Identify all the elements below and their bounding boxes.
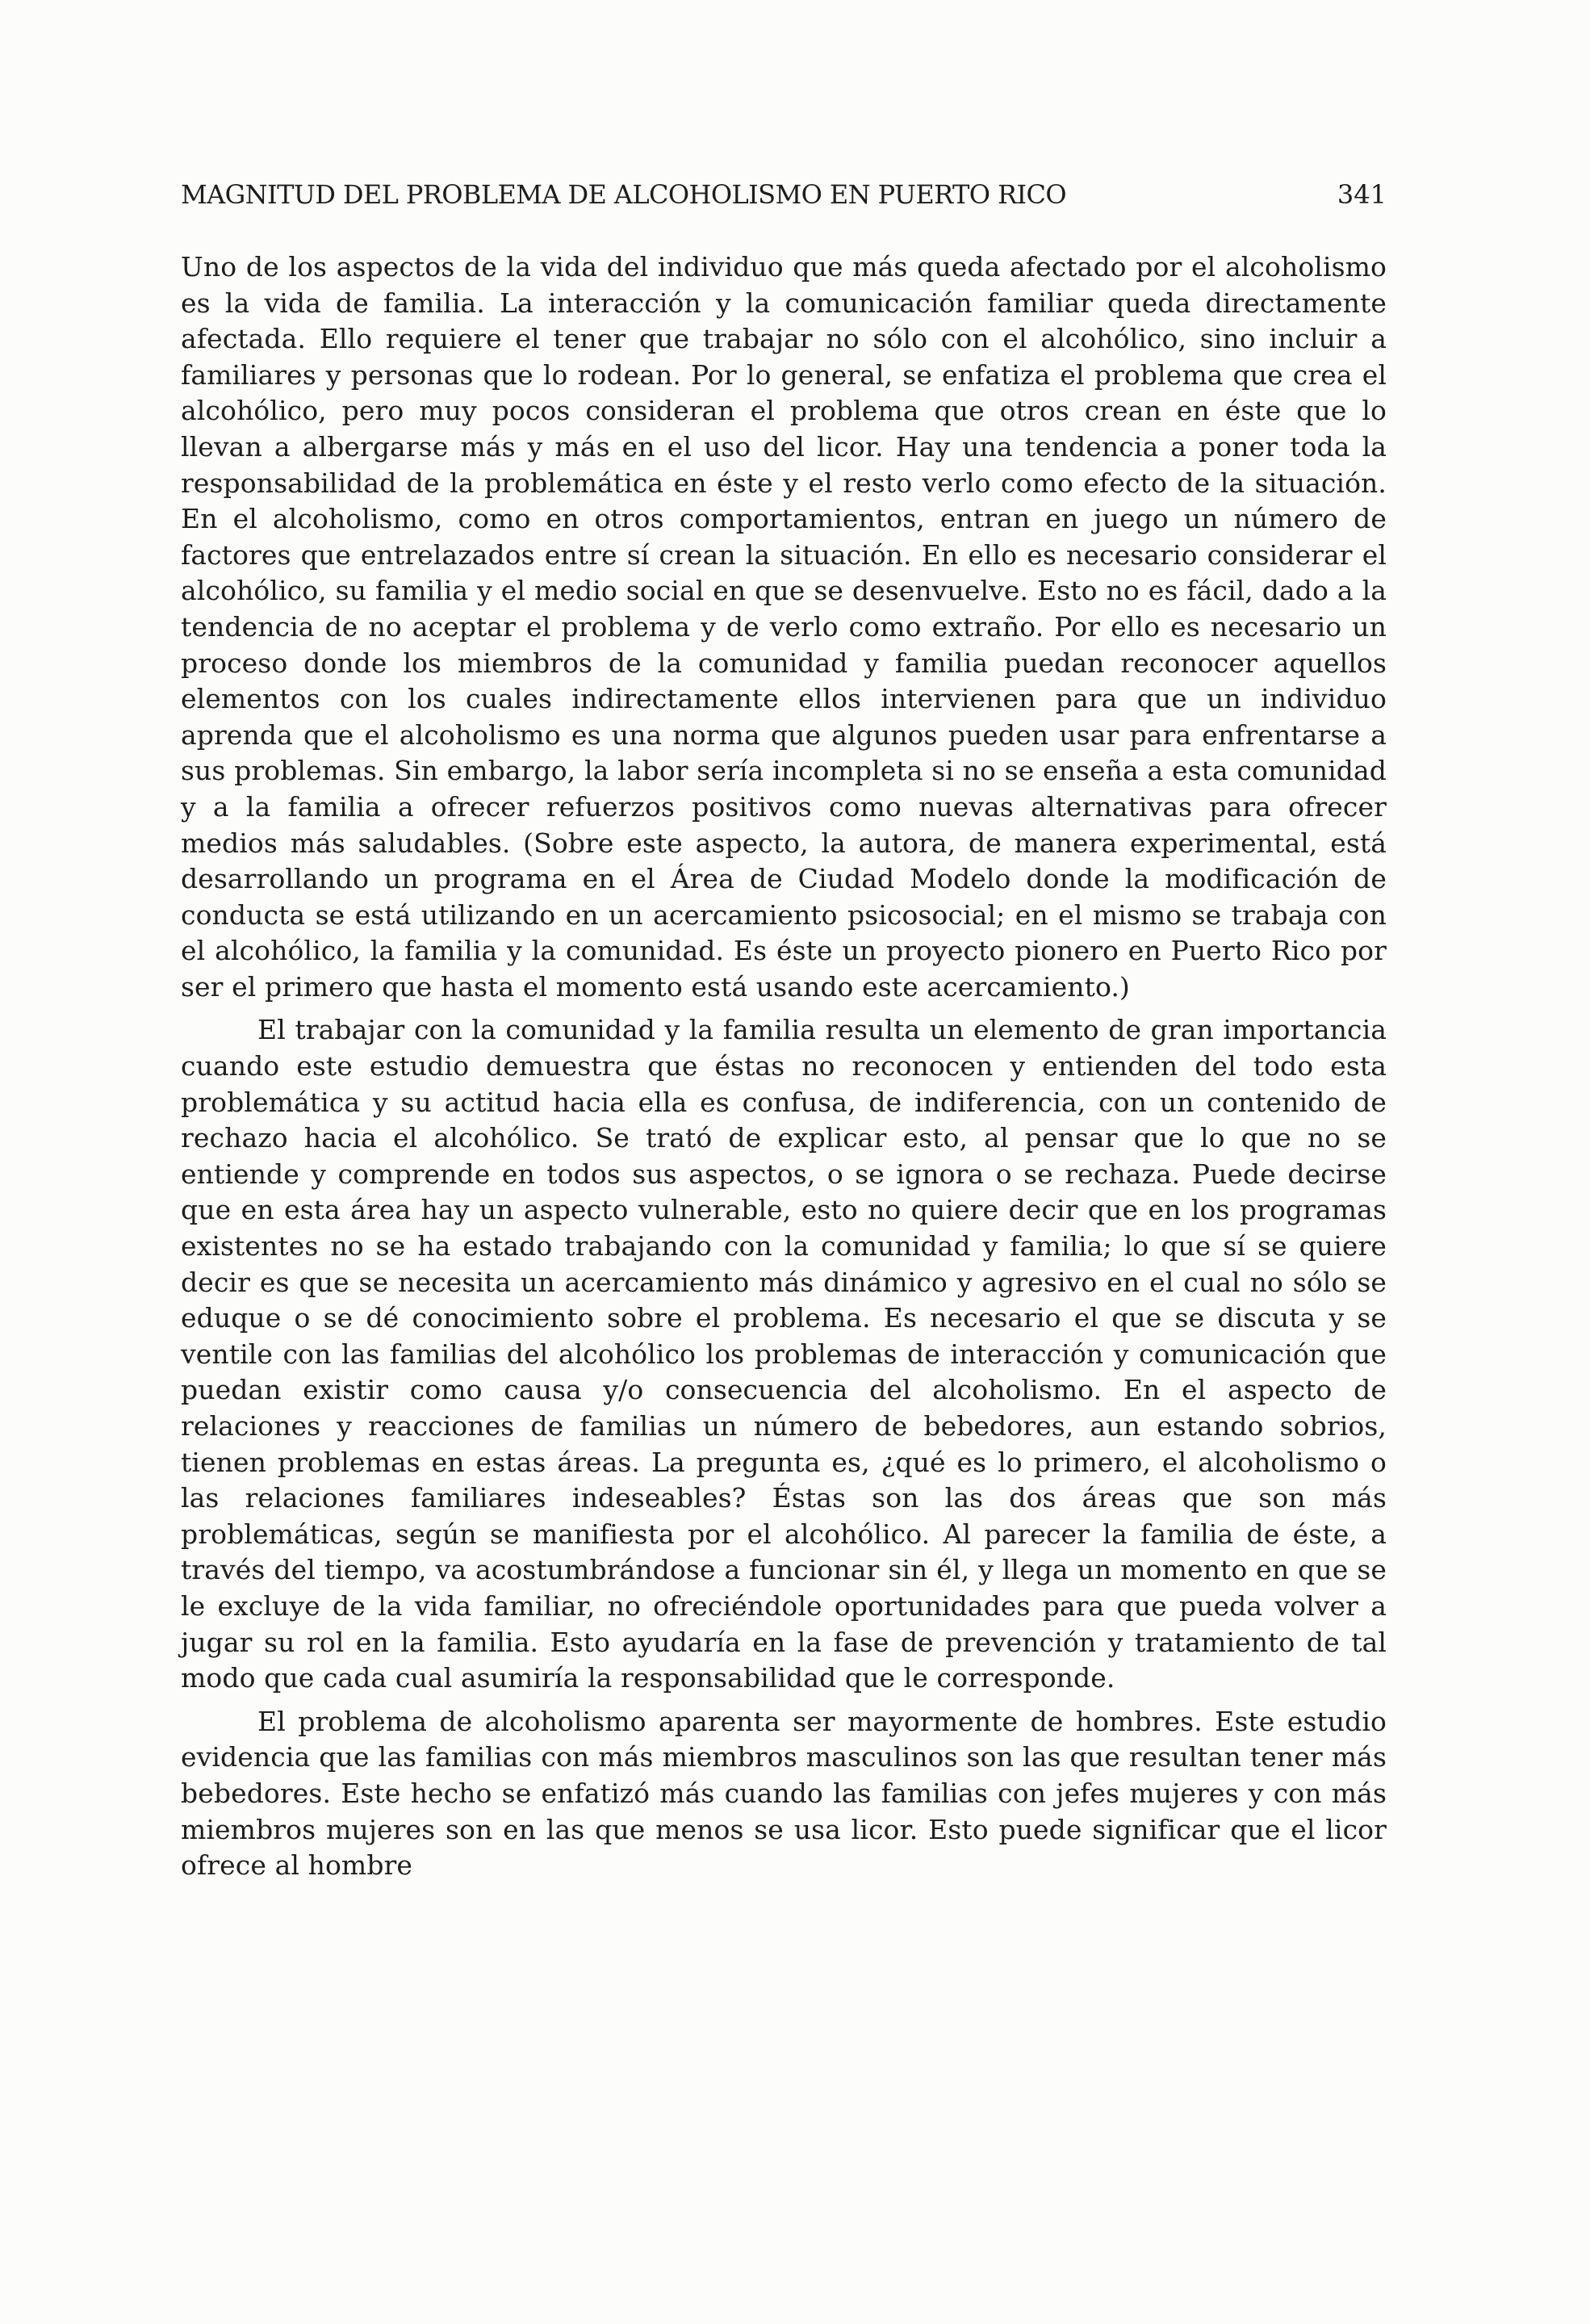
body-text xyxy=(181,249,1387,1884)
paragraph: El problema de alcoholismo aparenta ser mayormente de hombres. Este estudio evidencia que las familias con más miembros masculinos son las que resultan tener más bebedores. Este hecho se enfatizó más cuando las familias con jefes mujeres y con más miembros mujeres son en las que menos se usa licor. Esto puede significar que el licor ofrece al hombre xyxy=(181,1705,1387,1882)
paragraph: El trabajar con la comunidad y la familia resulta un elemento de gran importancia cuando este estudio demuestra que éstas no reconocen y entienden del todo esta problemática y su actitud hacia ella es confusa, de indiferencia, con un contenido de rechazo hacia el alcohólico. Se trató de explicar esto, al pensar que lo que no se entiende y comprende en todos sus aspectos, o se ignora o se rechaza. Puede decirse que en esta área hay un aspecto vulnerable, esto no quiere decir que en los programas existentes no se ha estado trabajando con la comunidad y familia; lo que sí se quiere decir es que se necesita un acercamiento más dinámico y agresivo en el cual no sólo se eduque o se dé conocimiento sobre el problema. Es necesario el que se discuta y se ventile con las familias del alcohólico los problemas de interacción y comunicación que puedan existir como causa y/o consecuencia del alcoholismo. En el aspecto de relaciones y reacciones de familias un número de bebedores, aun estando sobrios, tienen problemas en estas áreas. La pregunta es, ¿qué es lo primero, el alcoholismo o las relaciones familiares indeseables? Éstas son las dos áreas que son más problemáticas, según se manifiesta por el alcohólico. Al parecer la familia de éste, a través del tiempo, va acostumbrándose a funcionar sin él, y llega un momento en que se le excluye de la vida familiar, no ofreciéndole oportunidades para que pueda volver a jugar su rol en la familia. Esto ayudaría en la fase de prevención y tratamiento de tal modo que cada cual asumiría la responsabilidad que le corresponde. xyxy=(181,1014,1387,1694)
page-header xyxy=(181,179,1387,221)
paragraph: Uno de los aspectos de la vida del individuo que más queda afectado por el alcoholismo es la vida de familia. La interacción y la comunicación familiar queda directamente afectada. Ello requiere el tener que trabajar no sólo con el alcohólico, sino incluir a familiares y personas que lo rodean. Por lo general, se enfatiza el problema que crea el alcohólico, pero muy pocos consideran el problema que otros crean en éste que lo llevan a albergarse más y más en el uso del licor. Hay una tendencia a poner toda la responsabilidad de la problemática en éste y el resto verlo como efecto de la situación. En el alcoholismo, como en otros comportamientos, entran en juego un número de factores que entrelazados entre sí crean la situación. En ello es necesario considerar el alcohólico, su familia y el medio social en que se desenvuelve. Esto no es fácil, dado a la tendencia de no aceptar el problema y de verlo como extraño. Por ello es necesario un proceso donde los miembros de la comunidad y familia puedan reconocer aquellos elementos con los cuales indirectamente ellos intervienen para que un individuo aprenda que el alcoholismo es una norma que algunos pueden usar para enfrentarse a sus problemas. Sin embargo, la labor sería incompleta si no se enseña a esta comunidad y a la familia a ofrecer refuerzos positivos como nuevas alternativas para ofrecer medios más saludables. (Sobre este aspecto, la autora, de manera experimental, está desarrollando un programa en el Área de Ciudad Modelo donde la modificación de conducta se está utilizando en un acercamiento psicosocial; en el mismo se trabaja con el alcohólico, la familia y la comunidad. Es éste un proyecto pionero en Puerto Rico por ser el primero que hasta el momento está usando este acercamiento.) xyxy=(181,251,1387,1003)
running-title: MAGNITUD DEL PROBLEMA DE ALCOHOLISMO EN PUERTO RICO xyxy=(181,179,1067,210)
page-number: 341 xyxy=(1337,179,1387,210)
